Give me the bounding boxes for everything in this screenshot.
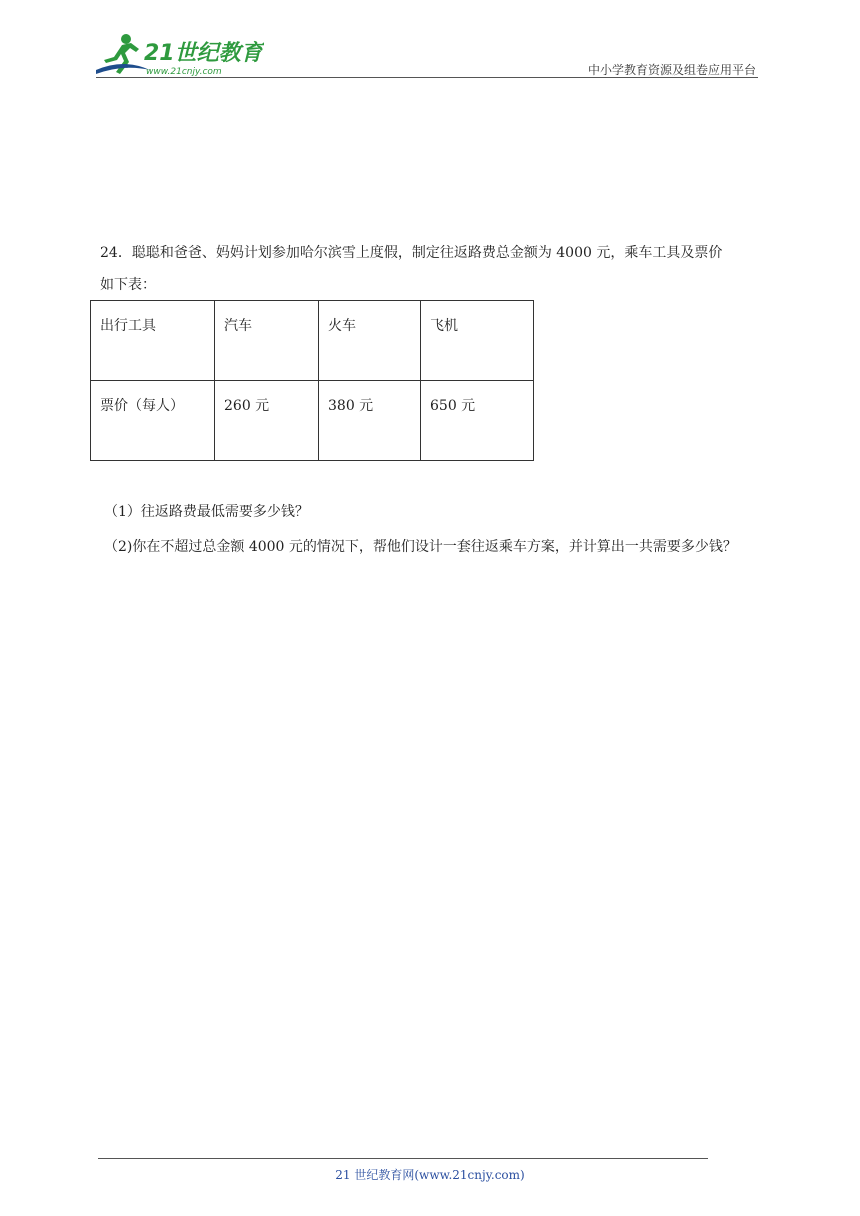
ticket-price-table: [90, 300, 534, 461]
footer-link[interactable]: 21 世纪教育网(www.21cnjy.com): [335, 1168, 525, 1182]
subquestion-2: （2)你在不超过总金额 4000 元的情况下，帮他们设计一套往返乘车方案，并计算出一共需要多少钱？: [104, 539, 737, 555]
header-divider: [96, 77, 758, 78]
table-cell: 汽车: [215, 301, 319, 381]
question-24: [100, 238, 764, 300]
table-cell: 260 元: [215, 381, 319, 461]
subquestion-1: （1）往返路费最低需要多少钱？: [104, 504, 309, 520]
table-cell: 出行工具: [91, 301, 215, 381]
table-row: [91, 381, 534, 461]
table-row: [91, 301, 534, 381]
footer-divider: [98, 1158, 708, 1159]
header-tagline: 中小学教育资源及组卷应用平台: [587, 63, 756, 77]
table-cell: 火车: [319, 301, 421, 381]
table-cell: 650 元: [421, 381, 534, 461]
table-cell: 飞机: [421, 301, 534, 381]
svg-text:www.21cnjy.com: www.21cnjy.com: [146, 67, 222, 77]
question-text-line1: 24．聪聪和爸爸、妈妈计划参加哈尔滨雪上度假，制定往返路费总金额为 4000 元，乘车工具及票价: [100, 245, 723, 261]
table-cell: 票价（每人）: [91, 381, 215, 461]
question-text-line2: 如下表：: [100, 277, 156, 293]
svg-text:21世纪教育: 21世纪教育: [144, 41, 263, 66]
table-cell: 380 元: [319, 381, 421, 461]
site-logo: [94, 30, 264, 78]
runner-logo-icon: [96, 34, 150, 74]
